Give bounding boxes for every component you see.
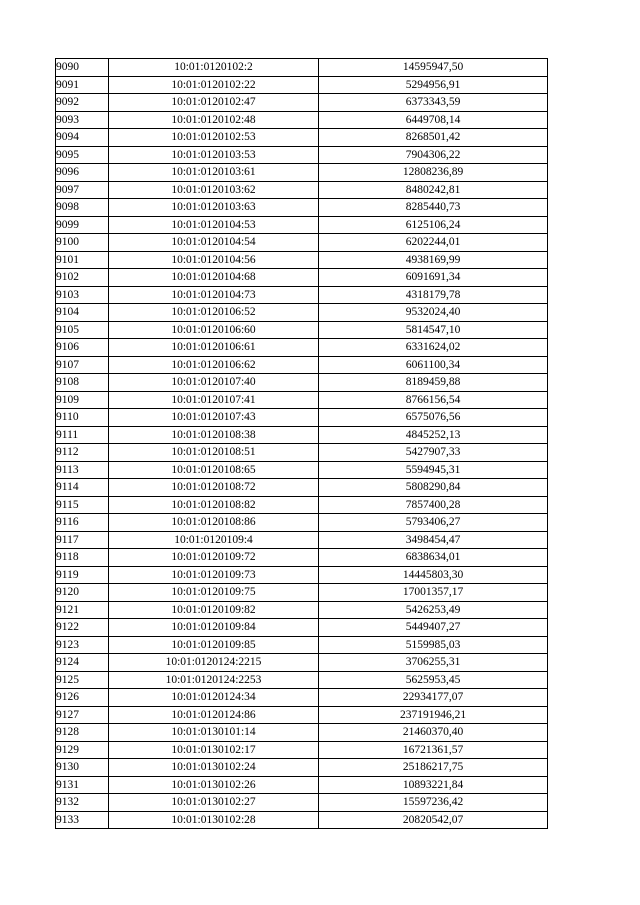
- table-row: [56, 59, 548, 77]
- cadastral-number-cell: 10:01:0120124:2253: [109, 671, 319, 689]
- row-number-cell: 9121: [56, 601, 109, 619]
- cadastral-number-cell: 10:01:0120104:54: [109, 234, 319, 252]
- cadastral-number-cell: 10:01:0120106:60: [109, 321, 319, 339]
- row-number-cell: 9107: [56, 356, 109, 374]
- table-row: [56, 251, 548, 269]
- table-row: [56, 794, 548, 812]
- row-number-cell: 9129: [56, 741, 109, 759]
- table-row: [56, 129, 548, 147]
- cadastral-number-cell: 10:01:0120104:56: [109, 251, 319, 269]
- cadastral-value-cell: 5814547,10: [319, 321, 548, 339]
- cadastral-number-cell: 10:01:0120109:72: [109, 549, 319, 567]
- table-row: [56, 356, 548, 374]
- row-number-cell: 9091: [56, 76, 109, 94]
- row-number-cell: 9131: [56, 776, 109, 794]
- table-row: [56, 496, 548, 514]
- row-number-cell: 9096: [56, 164, 109, 182]
- row-number-cell: 9094: [56, 129, 109, 147]
- row-number-cell: 9104: [56, 304, 109, 322]
- table-row: [56, 234, 548, 252]
- cadastral-number-cell: 10:01:0120109:4: [109, 531, 319, 549]
- cadastral-number-cell: 10:01:0120102:53: [109, 129, 319, 147]
- row-number-cell: 9128: [56, 724, 109, 742]
- row-number-cell: 9112: [56, 444, 109, 462]
- cadastral-value-cell: 6091691,34: [319, 269, 548, 287]
- cadastral-number-cell: 10:01:0120108:86: [109, 514, 319, 532]
- table-row: [56, 584, 548, 602]
- row-number-cell: 9109: [56, 391, 109, 409]
- row-number-cell: 9130: [56, 759, 109, 777]
- cadastral-value-cell: 20820542,07: [319, 811, 548, 829]
- table-row: [56, 531, 548, 549]
- cadastral-number-cell: 10:01:0120108:72: [109, 479, 319, 497]
- cadastral-number-cell: 10:01:0120106:62: [109, 356, 319, 374]
- row-number-cell: 9125: [56, 671, 109, 689]
- cadastral-value-cell: 6125106,24: [319, 216, 548, 234]
- table-row: [56, 286, 548, 304]
- cadastral-value-cell: 12808236,89: [319, 164, 548, 182]
- cadastral-number-cell: 10:01:0120108:65: [109, 461, 319, 479]
- cadastral-value-cell: 4938169,99: [319, 251, 548, 269]
- cadastral-value-cell: 8268501,42: [319, 129, 548, 147]
- cadastral-number-cell: 10:01:0120109:84: [109, 619, 319, 637]
- cadastral-value-cell: 9532024,40: [319, 304, 548, 322]
- table-row: [56, 321, 548, 339]
- table-row: [56, 654, 548, 672]
- row-number-cell: 9117: [56, 531, 109, 549]
- cadastral-number-cell: 10:01:0120106:52: [109, 304, 319, 322]
- cadastral-value-cell: 8766156,54: [319, 391, 548, 409]
- cadastral-value-cell: 14595947,50: [319, 59, 548, 77]
- cadastral-number-cell: 10:01:0120124:2215: [109, 654, 319, 672]
- row-number-cell: 9093: [56, 111, 109, 129]
- table-row: [56, 269, 548, 287]
- row-number-cell: 9092: [56, 94, 109, 112]
- table-row: [56, 811, 548, 829]
- table-row: [56, 444, 548, 462]
- cadastral-value-cell: 5294956,91: [319, 76, 548, 94]
- row-number-cell: 9113: [56, 461, 109, 479]
- row-number-cell: 9095: [56, 146, 109, 164]
- cadastral-value-cell: 6373343,59: [319, 94, 548, 112]
- cadastral-number-cell: 10:01:0120107:40: [109, 374, 319, 392]
- row-number-cell: 9111: [56, 426, 109, 444]
- row-number-cell: 9103: [56, 286, 109, 304]
- cadastral-number-cell: 10:01:0130101:14: [109, 724, 319, 742]
- row-number-cell: 9115: [56, 496, 109, 514]
- cadastral-value-cell: 25186217,75: [319, 759, 548, 777]
- row-number-cell: 9097: [56, 181, 109, 199]
- cadastral-value-cell: 6061100,34: [319, 356, 548, 374]
- row-number-cell: 9106: [56, 339, 109, 357]
- cadastral-number-cell: 10:01:0120103:61: [109, 164, 319, 182]
- cadastral-number-cell: 10:01:0120102:47: [109, 94, 319, 112]
- table-row: [56, 479, 548, 497]
- table-row: [56, 741, 548, 759]
- row-number-cell: 9090: [56, 59, 109, 77]
- table-row: [56, 549, 548, 567]
- cadastral-value-cell: 6449708,14: [319, 111, 548, 129]
- table-row: [56, 199, 548, 217]
- cadastral-number-cell: 10:01:0120108:51: [109, 444, 319, 462]
- cadastral-value-cell: 7857400,28: [319, 496, 548, 514]
- cadastral-value-cell: 8285440,73: [319, 199, 548, 217]
- cadastral-number-cell: 10:01:0120102:48: [109, 111, 319, 129]
- row-number-cell: 9118: [56, 549, 109, 567]
- table-row: [56, 374, 548, 392]
- cadastral-value-cell: 6838634,01: [319, 549, 548, 567]
- cadastral-value-cell: 14445803,30: [319, 566, 548, 584]
- table-row: [56, 619, 548, 637]
- cadastral-number-cell: 10:01:0120107:41: [109, 391, 319, 409]
- row-number-cell: 9127: [56, 706, 109, 724]
- cadastral-value-cell: 6202244,01: [319, 234, 548, 252]
- table-row: [56, 304, 548, 322]
- table-row: [56, 111, 548, 129]
- cadastral-number-cell: 10:01:0120103:62: [109, 181, 319, 199]
- cadastral-number-cell: 10:01:0120103:53: [109, 146, 319, 164]
- cadastral-value-cell: 8480242,81: [319, 181, 548, 199]
- cadastral-number-cell: 10:01:0130102:17: [109, 741, 319, 759]
- table-row: [56, 706, 548, 724]
- cadastral-value-cell: 4318179,78: [319, 286, 548, 304]
- row-number-cell: 9116: [56, 514, 109, 532]
- cadastral-number-cell: 10:01:0120108:38: [109, 426, 319, 444]
- cadastral-number-cell: 10:01:0130102:27: [109, 794, 319, 812]
- cadastral-number-cell: 10:01:0120106:61: [109, 339, 319, 357]
- row-number-cell: 9108: [56, 374, 109, 392]
- cadastral-value-cell: 7904306,22: [319, 146, 548, 164]
- row-number-cell: 9126: [56, 689, 109, 707]
- row-number-cell: 9133: [56, 811, 109, 829]
- table-row: [56, 671, 548, 689]
- table-row: [56, 776, 548, 794]
- row-number-cell: 9099: [56, 216, 109, 234]
- table-row: [56, 146, 548, 164]
- table-row: [56, 164, 548, 182]
- cadastral-number-cell: 10:01:0120109:82: [109, 601, 319, 619]
- cadastral-number-cell: 10:01:0120124:86: [109, 706, 319, 724]
- row-number-cell: 9105: [56, 321, 109, 339]
- table-row: [56, 724, 548, 742]
- row-number-cell: 9101: [56, 251, 109, 269]
- cadastral-number-cell: 10:01:0120109:75: [109, 584, 319, 602]
- table-body: [56, 59, 548, 829]
- table-row: [56, 689, 548, 707]
- table-row: [56, 461, 548, 479]
- table-row: [56, 409, 548, 427]
- cadastral-value-cell: 15597236,42: [319, 794, 548, 812]
- cadastral-value-cell: 237191946,21: [319, 706, 548, 724]
- cadastral-value-cell: 16721361,57: [319, 741, 548, 759]
- cadastral-value-cell: 5449407,27: [319, 619, 548, 637]
- cadastral-value-cell: 3706255,31: [319, 654, 548, 672]
- cadastral-value-cell: 5159985,03: [319, 636, 548, 654]
- cadastral-number-cell: 10:01:0120103:63: [109, 199, 319, 217]
- cadastral-value-cell: 5808290,84: [319, 479, 548, 497]
- table-row: [56, 566, 548, 584]
- row-number-cell: 9123: [56, 636, 109, 654]
- table-row: [56, 94, 548, 112]
- table-row: [56, 601, 548, 619]
- cadastral-value-cell: 10893221,84: [319, 776, 548, 794]
- cadastral-value-cell: 5625953,45: [319, 671, 548, 689]
- row-number-cell: 9098: [56, 199, 109, 217]
- table-row: [56, 514, 548, 532]
- table-row: [56, 636, 548, 654]
- cadastral-value-cell: 4845252,13: [319, 426, 548, 444]
- cadastral-value-cell: 17001357,17: [319, 584, 548, 602]
- table-row: [56, 216, 548, 234]
- table-row: [56, 759, 548, 777]
- cadastral-number-cell: 10:01:0120102:2: [109, 59, 319, 77]
- table-row: [56, 426, 548, 444]
- row-number-cell: 9124: [56, 654, 109, 672]
- table-row: [56, 391, 548, 409]
- row-number-cell: 9110: [56, 409, 109, 427]
- cadastral-value-table: [55, 58, 548, 829]
- cadastral-value-cell: 3498454,47: [319, 531, 548, 549]
- cadastral-number-cell: 10:01:0120124:34: [109, 689, 319, 707]
- row-number-cell: 9102: [56, 269, 109, 287]
- cadastral-value-cell: 6331624,02: [319, 339, 548, 357]
- cadastral-number-cell: 10:01:0120104:73: [109, 286, 319, 304]
- cadastral-value-cell: 8189459,88: [319, 374, 548, 392]
- row-number-cell: 9120: [56, 584, 109, 602]
- cadastral-number-cell: 10:01:0120104:68: [109, 269, 319, 287]
- row-number-cell: 9119: [56, 566, 109, 584]
- cadastral-value-cell: 5793406,27: [319, 514, 548, 532]
- cadastral-number-cell: 10:01:0130102:24: [109, 759, 319, 777]
- cadastral-number-cell: 10:01:0130102:28: [109, 811, 319, 829]
- cadastral-number-cell: 10:01:0120109:85: [109, 636, 319, 654]
- cadastral-value-cell: 21460370,40: [319, 724, 548, 742]
- cadastral-number-cell: 10:01:0120108:82: [109, 496, 319, 514]
- cadastral-value-cell: 5426253,49: [319, 601, 548, 619]
- row-number-cell: 9122: [56, 619, 109, 637]
- row-number-cell: 9100: [56, 234, 109, 252]
- cadastral-value-cell: 22934177,07: [319, 689, 548, 707]
- table-row: [56, 339, 548, 357]
- cadastral-number-cell: 10:01:0120104:53: [109, 216, 319, 234]
- cadastral-value-cell: 5427907,33: [319, 444, 548, 462]
- table-row: [56, 76, 548, 94]
- row-number-cell: 9114: [56, 479, 109, 497]
- cadastral-number-cell: 10:01:0130102:26: [109, 776, 319, 794]
- cadastral-number-cell: 10:01:0120102:22: [109, 76, 319, 94]
- table-row: [56, 181, 548, 199]
- cadastral-value-cell: 5594945,31: [319, 461, 548, 479]
- row-number-cell: 9132: [56, 794, 109, 812]
- cadastral-number-cell: 10:01:0120109:73: [109, 566, 319, 584]
- cadastral-number-cell: 10:01:0120107:43: [109, 409, 319, 427]
- cadastral-value-cell: 6575076,56: [319, 409, 548, 427]
